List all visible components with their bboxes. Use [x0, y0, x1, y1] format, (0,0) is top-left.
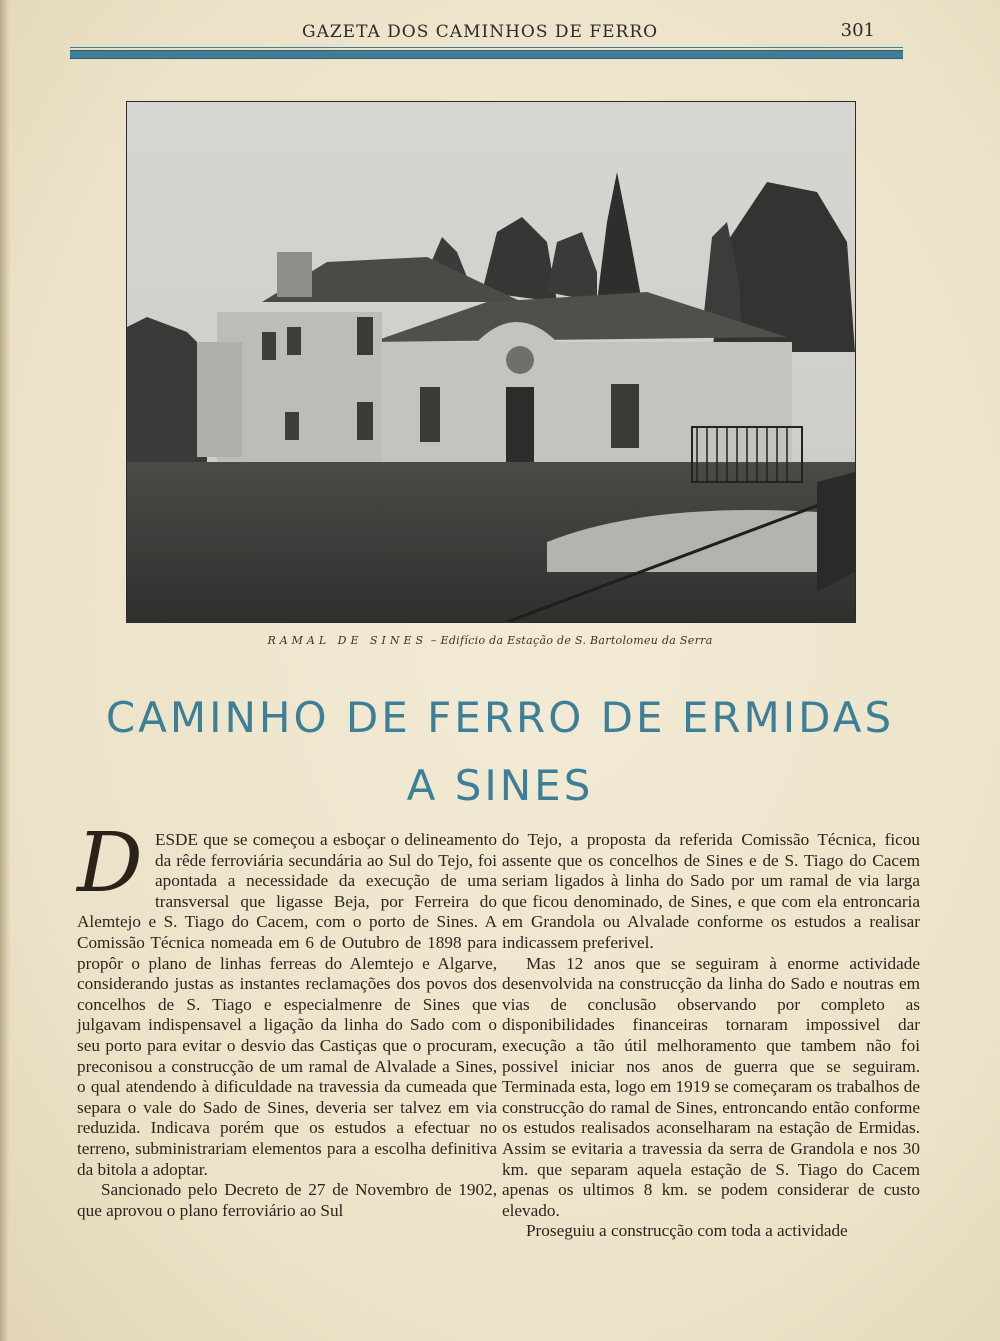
article-column-right: [502, 830, 920, 1242]
photo-caption: [126, 634, 854, 647]
page-number: 301: [840, 20, 875, 41]
caption-text: – Edifício da Estação de S. Bartolomeu da Serra: [427, 634, 713, 647]
station-photograph: [126, 101, 856, 623]
article-paragraph: Mas 12 anos que se seguiram à enorme actividade desenvolvida na construcção da linha do Sado e noutras em vias de conclusão observando por completo as disponibilidades financeiras tornaram impossivel dar execução a tão útil melhoramento que tambem não foi possivel iniciar nos anos de guerra que se seguiram. Terminada esta, logo em 1919 se começaram os trabalhos de construcção do ramal de Sines, entroncando então conforme os estudos realisados aconselharam na estação de Ermidas. Assim se evitaria a travessia da serra de Grandola e nos 30 km. que separam aquela estação de S. Tiago do Cacem apenas os ultimos 8 km. se podem considerar de custo elevado.: [502, 953, 920, 1220]
running-title: GAZETA DOS CAMINHOS DE FERRO: [302, 22, 659, 42]
caption-lead: RAMAL DE SINES: [267, 634, 428, 647]
article-column-left: [77, 816, 497, 1221]
article-paragraph: [77, 816, 497, 1180]
header-rule: [70, 50, 903, 59]
article-paragraph: Proseguiu a construcção com toda a actividade: [526, 1221, 848, 1241]
article-paragraph: do Tejo, a proposta da referida Comissão Técnica, ficou assente que os concelhos de Sines e de S. Tiago do Cacem seriam ligados à linha do Sado por um ramal de via larga que ficou denominado, de Sines, e que com ela entroncaria em Grandola ou Alvalade conforme os estudos a realisar indicassem preferivel.: [502, 830, 920, 952]
headline-line-1: CAMINHO DE FERRO DE ERMIDAS: [105, 693, 895, 742]
station-photograph-image: [127, 102, 855, 622]
drop-cap: D: [77, 816, 143, 911]
article-paragraph: Sancionado pelo Decreto de 27 de Novembro de 1902, que aprovou o plano ferroviário ao Sul: [77, 1180, 497, 1220]
paragraph-text: ESDE que se começou a esboçar o delineamento da rêde ferroviária secundária ao Sul do Tejo, foi apontada a necessidade da execução de uma transversal que ligasse Beja, por Ferreira do Alemtejo e S. Tiago do Cacem, com o porto de Sines. A Comissão Técnica nomeada em 6 de Outubro de 1898 para propôr o plano de linhas ferreas do Alemtejo e Algarve, considerando justas as instantes reclamações dos povos dos concelhos de S. Tiago e especialmenre de Sines que julgavam indispensavel a ligação da linha do Sado com o seu porto para evitar o desvio das Castiças que o procuram, preconisou a construcção de um ramal de Alvalade a Sines, o qual atendendo à dificuldade na travessia da cumeada que separa o vale do Sado de Sines, deveria ser talvez em via reduzida. Indicava porém que os estudos a efectuar no terreno, subministrariam elementos para a escolha definitiva da bitola a adoptar.: [77, 830, 497, 1179]
header-rule-thin: [70, 47, 903, 48]
headline-line-2: A SINES: [406, 761, 594, 810]
page-header: [70, 18, 905, 48]
binding-edge: [0, 0, 10, 1341]
article-headline: [40, 684, 960, 820]
